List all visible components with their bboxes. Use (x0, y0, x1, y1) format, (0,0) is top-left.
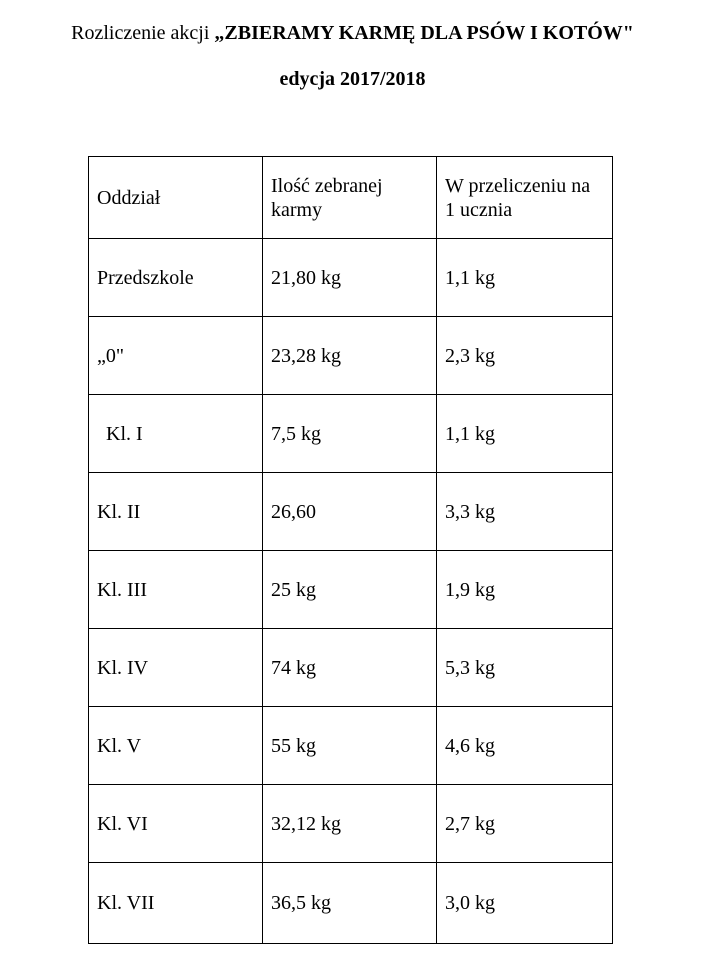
table-row (89, 785, 613, 863)
cell-class: „0" (89, 317, 263, 395)
document-subtitle: edycja 2017/2018 (279, 68, 426, 90)
cell-per-student: 1,1 kg (437, 395, 613, 473)
cell-amount: 55 kg (263, 707, 437, 785)
table-row (89, 395, 613, 473)
header-class: Oddział (89, 157, 263, 239)
cell-per-student: 2,7 kg (437, 785, 613, 863)
cell-per-student: 1,9 kg (437, 551, 613, 629)
cell-class: Kl. V (89, 707, 263, 785)
table-row (89, 551, 613, 629)
cell-per-student: 2,3 kg (437, 317, 613, 395)
collection-table (88, 156, 613, 944)
title-campaign-name: „ZBIERAMY KARMĘ DLA PSÓW I KOTÓW" (214, 22, 634, 44)
cell-per-student: 3,3 kg (437, 473, 613, 551)
cell-per-student: 4,6 kg (437, 707, 613, 785)
document-title (0, 22, 705, 45)
table-header-row (89, 157, 613, 239)
cell-amount: 25 kg (263, 551, 437, 629)
header-per-student: W przeliczeniu na 1 ucznia (437, 157, 613, 239)
table-row (89, 317, 613, 395)
table-row (89, 707, 613, 785)
cell-class: Kl. VII (89, 863, 263, 944)
table-row (89, 239, 613, 317)
cell-amount: 23,28 kg (263, 317, 437, 395)
cell-class (89, 395, 263, 473)
cell-amount: 26,60 (263, 473, 437, 551)
cell-amount: 74 kg (263, 629, 437, 707)
cell-amount: 21,80 kg (263, 239, 437, 317)
cell-class-text: Kl. I (106, 422, 143, 445)
cell-class: Kl. IV (89, 629, 263, 707)
cell-per-student: 3,0 kg (437, 863, 613, 944)
cell-amount: 32,12 kg (263, 785, 437, 863)
title-prefix: Rozliczenie akcji (71, 22, 215, 44)
cell-per-student: 5,3 kg (437, 629, 613, 707)
cell-amount: 7,5 kg (263, 395, 437, 473)
header-amount-collected: Ilość zebranej karmy (263, 157, 437, 239)
cell-class: Przedszkole (89, 239, 263, 317)
table-row (89, 863, 613, 944)
cell-class: Kl. VI (89, 785, 263, 863)
table-row (89, 629, 613, 707)
cell-per-student: 1,1 kg (437, 239, 613, 317)
table-row (89, 473, 613, 551)
cell-amount: 36,5 kg (263, 863, 437, 944)
cell-class: Kl. III (89, 551, 263, 629)
cell-class: Kl. II (89, 473, 263, 551)
